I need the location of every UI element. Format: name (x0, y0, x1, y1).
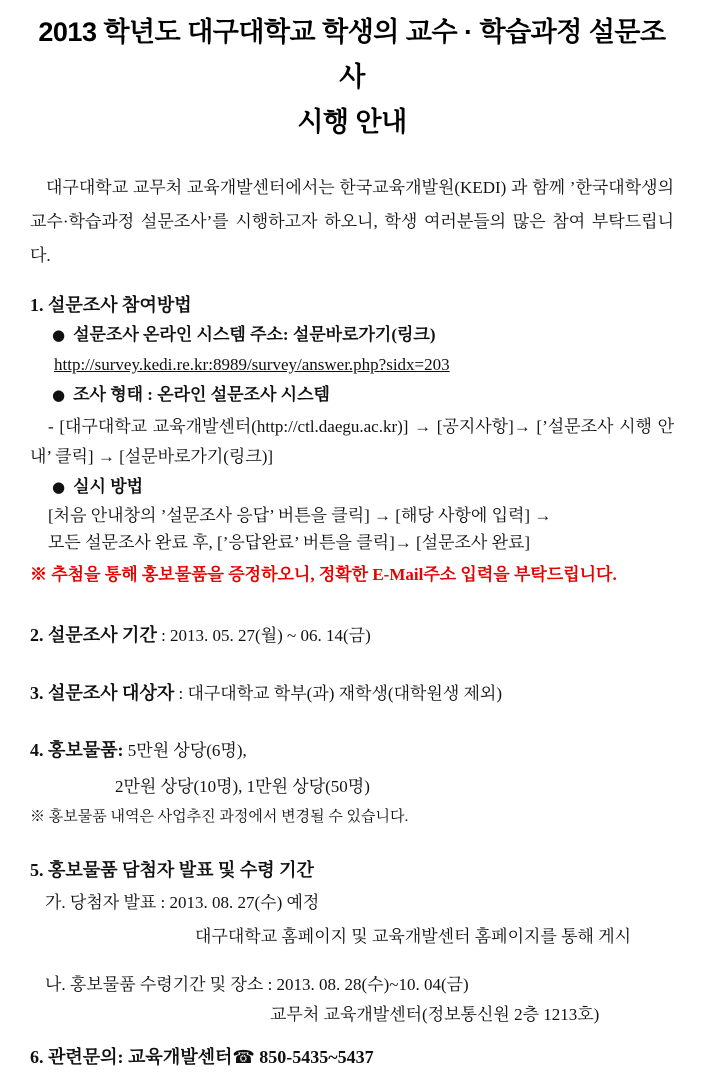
section4-note: ※ 홍보물품 내역은 사업추진 과정에서 변경될 수 있습니다. (30, 809, 409, 825)
contact-label: 6. 관련문의: 교육개발센터 (30, 1047, 233, 1067)
section3-value: : 대구대학교 학부(과) 재학생(대학원생 제외) (174, 684, 503, 703)
section4-value: 5만원 상당(6명), (123, 741, 247, 760)
section4-line2: 2만원 상당(10명), 1만원 상당(50명) (115, 777, 370, 796)
contact-phone-number: 850-5435~5437 (254, 1047, 374, 1067)
method-label: 실시 방법 (73, 477, 144, 496)
survey-url-line (30, 350, 674, 380)
survey-format-line (30, 380, 674, 410)
method-step1: [처음 안내창의 ’설문조사 응답’ 버튼을 클릭] → [해당 사항에 입력] → (48, 506, 552, 525)
method-line (30, 472, 674, 502)
navigation-path: - [대구대학교 교육개발센터(http://ctl.daegu.ac.kr)] → [공지사항]→ [’설문조사 시행 안내’ 클릭] → [설문바로가기(링크)] (30, 417, 674, 466)
document-title-line2: 시행 안내 (297, 107, 407, 137)
intro-paragraph: 대구대학교 교무처 교육개발센터에서는 한국교육개발원(KEDI) 과 함께 ’한국대학생의 교수·학습과정 설문조사’를 시행하고자 하오니, 학생 여러분들의 많은 참여 부탁드립니다. (30, 178, 674, 265)
winner-announcement-sub: 대구대학교 홈페이지 및 교육개발센터 홈페이지를 통해 게시 (195, 927, 632, 946)
survey-format-label: 조사 형태 : 온라인 설문조사 시스템 (73, 385, 330, 404)
document-title-line1: 2013 학년도 대구대학교 학생의 교수 · 학습과정 설문조사 (38, 17, 666, 92)
online-address-label: 설문조사 온라인 시스템 주소: 설문바로가기(링크) (73, 325, 436, 344)
section4-line (30, 735, 674, 766)
bullet-icon: ● (52, 326, 66, 344)
prize-pickup-sub: 교무처 교육개발센터(정보통신원 2층 1213호) (270, 1005, 600, 1024)
winner-announcement-line: 가. 당첨자 발표 : 2013. 08. 27(수) 예정 (45, 893, 320, 912)
prize-pickup-line: 나. 홍보물품 수령기간 및 장소 : 2013. 08. 28(수)~10. 04(금) (45, 975, 469, 994)
document-title (30, 10, 674, 145)
bullet-icon: ● (52, 478, 66, 496)
section1-heading: 1. 설문조사 참여방법 (30, 295, 192, 315)
bullet-icon: ● (52, 386, 66, 404)
survey-url-link[interactable]: http://survey.kedi.re.kr:8989/survey/answer.php?sidx=203 (54, 355, 450, 374)
section2-heading: 2. 설문조사 기간 (30, 625, 157, 645)
method-step2: 모든 설문조사 완료 후, [’응답완료’ 버튼을 클릭]→ [설문조사 완료] (48, 533, 531, 552)
section2-line (30, 620, 674, 651)
section3-line (30, 678, 674, 709)
section5-heading: 5. 홍보물품 담첨자 발표 및 수령 기간 (30, 860, 314, 880)
online-address-line (30, 320, 674, 350)
contact-line (30, 1042, 674, 1073)
phone-icon: ☎ (232, 1047, 255, 1068)
section4-heading: 4. 홍보물품: (30, 740, 124, 760)
section3-heading: 3. 설문조사 대상자 (30, 683, 175, 703)
prize-email-notice: ※ 추첨을 통해 홍보물품을 증정하오니, 정확한 E-Mail주소 입력을 부탁드립니다. (30, 565, 617, 584)
section2-value: : 2013. 05. 27(월) ~ 06. 14(금) (156, 626, 371, 645)
